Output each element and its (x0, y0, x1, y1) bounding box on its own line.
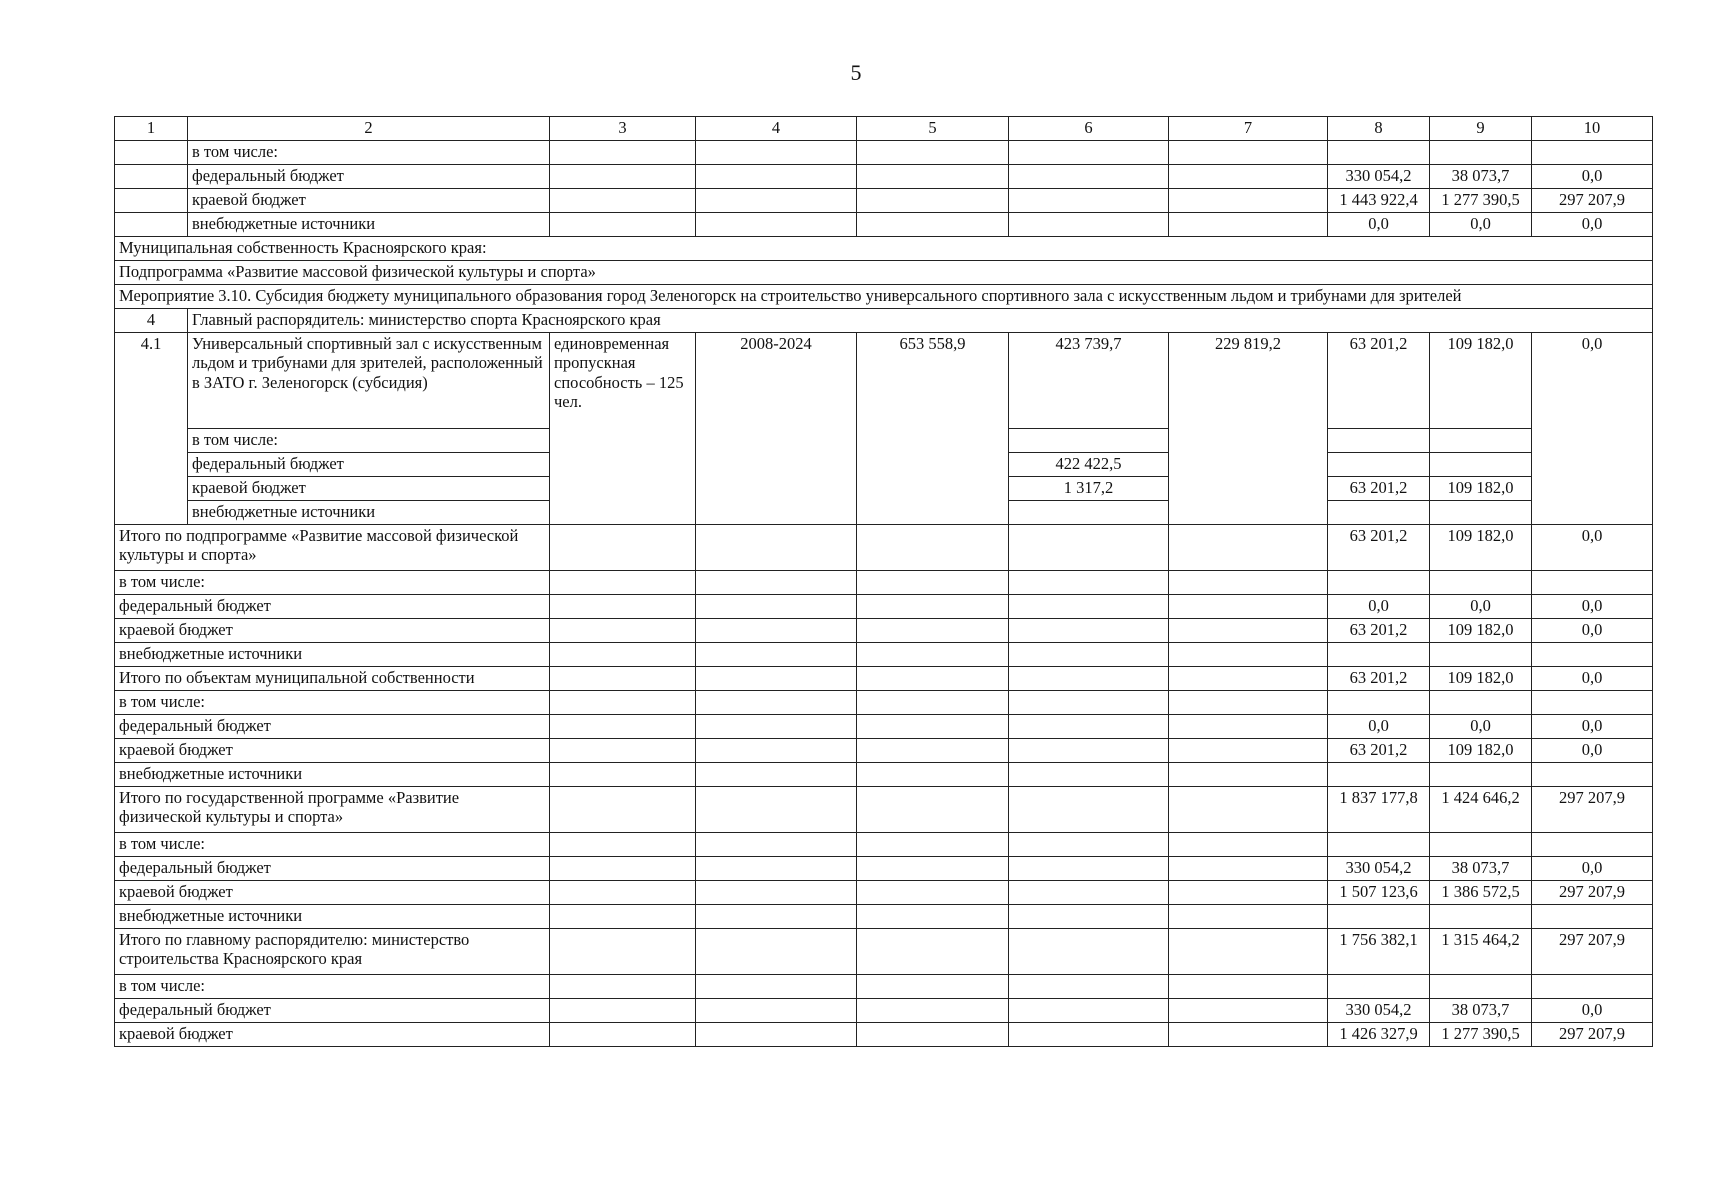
table-cell (1009, 691, 1169, 715)
object-period: 2008-2024 (696, 333, 857, 525)
table-cell: 109 182,0 (1430, 333, 1532, 429)
table-cell (696, 525, 857, 571)
table-cell (1328, 905, 1430, 929)
row-label: федеральный бюджет (115, 595, 550, 619)
table-cell (1430, 501, 1532, 525)
table-cell (857, 833, 1009, 857)
table-cell (550, 691, 696, 715)
table-cell (1009, 141, 1169, 165)
row-label: в том числе: (188, 429, 550, 453)
table-cell: 0,0 (1328, 715, 1430, 739)
budget-table (114, 116, 1653, 1047)
table-cell: 0,0 (1532, 595, 1653, 619)
table-cell (1532, 643, 1653, 667)
totals-row (115, 691, 1653, 715)
table-cell (550, 833, 696, 857)
totals-row (115, 643, 1653, 667)
table-cell (1532, 763, 1653, 787)
table-row (115, 213, 1653, 237)
table-cell: 0,0 (1532, 165, 1653, 189)
table-cell (1532, 141, 1653, 165)
row-label: краевой бюджет (115, 619, 550, 643)
table-cell (1169, 691, 1328, 715)
totals-row (115, 667, 1653, 691)
table-cell (1169, 213, 1328, 237)
table-cell (1009, 525, 1169, 571)
table-cell: 109 182,0 (1430, 619, 1532, 643)
table-cell (1009, 1023, 1169, 1047)
table-cell (1009, 975, 1169, 999)
column-header: 6 (1009, 117, 1169, 141)
column-header: 4 (696, 117, 857, 141)
table-cell (1169, 975, 1328, 999)
totals-row (115, 739, 1653, 763)
table-cell (857, 571, 1009, 595)
column-header: 2 (188, 117, 550, 141)
totals-row (115, 715, 1653, 739)
table-cell: 1 443 922,4 (1328, 189, 1430, 213)
totals-row (115, 787, 1653, 833)
table-body (115, 117, 1653, 1047)
table-cell: 1 315 464,2 (1430, 929, 1532, 975)
table-cell (550, 787, 696, 833)
table-cell (550, 619, 696, 643)
row-label: в том числе: (115, 691, 550, 715)
distributor-title: Главный распорядитель: министерство спорта Красноярского края (188, 309, 1653, 333)
table-cell (857, 975, 1009, 999)
row-label: в том числе: (188, 141, 550, 165)
table-cell (1532, 691, 1653, 715)
column-header: 10 (1532, 117, 1653, 141)
table-cell (1009, 189, 1169, 213)
row-label: Итого по объектам муниципальной собственности (115, 667, 550, 691)
row-label: краевой бюджет (115, 1023, 550, 1047)
column-header: 8 (1328, 117, 1430, 141)
table-cell (1169, 905, 1328, 929)
table-cell (1169, 189, 1328, 213)
row-label: внебюджетные источники (115, 643, 550, 667)
table-cell (1169, 929, 1328, 975)
table-cell (1169, 999, 1328, 1023)
section-row (115, 237, 1653, 261)
table-cell: 109 182,0 (1430, 739, 1532, 763)
table-cell (857, 525, 1009, 571)
table-cell (1169, 667, 1328, 691)
table-cell: 0,0 (1532, 999, 1653, 1023)
table-cell (1169, 595, 1328, 619)
row-label: краевой бюджет (188, 189, 550, 213)
table-cell: 1 317,2 (1009, 477, 1169, 501)
table-cell (1009, 833, 1169, 857)
object-cost: 653 558,9 (857, 333, 1009, 525)
row-label: федеральный бюджет (115, 715, 550, 739)
table-cell (696, 787, 857, 833)
table-row (115, 141, 1653, 165)
table-cell (1532, 571, 1653, 595)
table-cell (857, 165, 1009, 189)
table-cell (1328, 141, 1430, 165)
table-cell: 109 182,0 (1430, 525, 1532, 571)
table-cell (1009, 595, 1169, 619)
section-row (115, 261, 1653, 285)
column-header: 7 (1169, 117, 1328, 141)
table-cell: 1 277 390,5 (1430, 1023, 1532, 1047)
table-cell: 297 207,9 (1532, 189, 1653, 213)
table-cell (550, 739, 696, 763)
table-cell (1169, 881, 1328, 905)
table-cell (1009, 787, 1169, 833)
table-cell: 0,0 (1532, 715, 1653, 739)
table-cell (1009, 715, 1169, 739)
row-label: краевой бюджет (188, 477, 550, 501)
totals-row (115, 525, 1653, 571)
table-cell (696, 667, 857, 691)
table-cell (550, 213, 696, 237)
table-cell (696, 189, 857, 213)
table-cell: 109 182,0 (1430, 477, 1532, 501)
table-cell: 297 207,9 (1532, 929, 1653, 975)
measure-title: Мероприятие 3.10. Субсидия бюджету муниципального образования город Зеленогорск на строительство универсального спортивного зала с искусственным льдом и трибунами для зрителей (115, 285, 1653, 309)
table-cell (1169, 715, 1328, 739)
table-header-row (115, 117, 1653, 141)
table-cell: 0,0 (1430, 715, 1532, 739)
table-cell (1328, 429, 1430, 453)
table-cell: 63 201,2 (1328, 333, 1430, 429)
table-cell (1009, 429, 1169, 453)
table-cell (696, 905, 857, 929)
table-cell (550, 905, 696, 929)
table-cell: 0,0 (1328, 213, 1430, 237)
table-cell (696, 141, 857, 165)
table-cell (696, 571, 857, 595)
section-row (115, 285, 1653, 309)
table-cell (696, 691, 857, 715)
table-cell: 1 507 123,6 (1328, 881, 1430, 905)
row-label: в том числе: (115, 833, 550, 857)
table-cell (1009, 857, 1169, 881)
subprogram-title: Подпрограмма «Развитие массовой физической культуры и спорта» (115, 261, 1653, 285)
column-header: 1 (115, 117, 188, 141)
table-cell: 297 207,9 (1532, 881, 1653, 905)
table-cell (1169, 619, 1328, 643)
totals-row (115, 1023, 1653, 1047)
table-cell: 0,0 (1532, 857, 1653, 881)
table-cell (115, 165, 188, 189)
table-cell: 1 426 327,9 (1328, 1023, 1430, 1047)
table-cell (550, 643, 696, 667)
totals-row (115, 999, 1653, 1023)
table-cell (1009, 213, 1169, 237)
totals-row (115, 905, 1653, 929)
row-number: 4 (115, 309, 188, 333)
table-cell (115, 213, 188, 237)
table-cell: 63 201,2 (1328, 619, 1430, 643)
table-cell: 1 424 646,2 (1430, 787, 1532, 833)
row-label: внебюджетные источники (115, 763, 550, 787)
row-label: в том числе: (115, 975, 550, 999)
table-cell: 1 837 177,8 (1328, 787, 1430, 833)
totals-row (115, 763, 1653, 787)
object-capacity: единовременная пропускная способность – 125 чел. (550, 333, 696, 525)
table-cell (696, 643, 857, 667)
table-cell: 63 201,2 (1328, 525, 1430, 571)
table-cell (1169, 833, 1328, 857)
row-label: федеральный бюджет (188, 453, 550, 477)
table-cell (1009, 571, 1169, 595)
table-cell (1328, 501, 1430, 525)
table-cell (1169, 571, 1328, 595)
row-label: краевой бюджет (115, 881, 550, 905)
row-number: 4.1 (115, 333, 188, 525)
page-number: 5 (850, 60, 862, 85)
table-cell (1009, 739, 1169, 763)
table-cell (1169, 857, 1328, 881)
table-cell (696, 881, 857, 905)
table-cell: 109 182,0 (1430, 667, 1532, 691)
table-cell (550, 525, 696, 571)
table-cell (696, 619, 857, 643)
totals-row (115, 619, 1653, 643)
table-cell (550, 975, 696, 999)
totals-row (115, 571, 1653, 595)
table-cell (1009, 667, 1169, 691)
table-cell: 38 073,7 (1430, 999, 1532, 1023)
table-cell (550, 999, 696, 1023)
table-cell: 63 201,2 (1328, 667, 1430, 691)
table-cell (550, 595, 696, 619)
table-cell (1009, 619, 1169, 643)
table-cell (857, 857, 1009, 881)
table-cell: 297 207,9 (1532, 787, 1653, 833)
table-row (115, 189, 1653, 213)
table-cell (1532, 905, 1653, 929)
table-cell: 0,0 (1328, 595, 1430, 619)
table-cell (1430, 643, 1532, 667)
table-cell: 422 422,5 (1009, 453, 1169, 477)
table-cell (1009, 501, 1169, 525)
table-cell: 423 739,7 (1009, 333, 1169, 429)
row-label: федеральный бюджет (115, 857, 550, 881)
table-cell (857, 595, 1009, 619)
row-label: Итого по государственной программе «Развитие физической культуры и спорта» (115, 787, 550, 833)
table-cell: 63 201,2 (1328, 739, 1430, 763)
table-cell (1009, 643, 1169, 667)
object-row (115, 333, 1653, 429)
table-cell: 330 054,2 (1328, 165, 1430, 189)
table-cell (857, 619, 1009, 643)
table-cell (1430, 141, 1532, 165)
table-cell: 0,0 (1430, 213, 1532, 237)
table-cell: 1 756 382,1 (1328, 929, 1430, 975)
row-label: внебюджетные источники (115, 905, 550, 929)
table-cell (696, 715, 857, 739)
object-name: Универсальный спортивный зал с искусственным льдом и трибунами для зрителей, расположенный в ЗАТО г. Зеленогорск (субсидия) (188, 333, 550, 429)
row-label: внебюджетные источники (188, 501, 550, 525)
table-cell (1328, 691, 1430, 715)
table-cell (1169, 787, 1328, 833)
table-cell (696, 833, 857, 857)
table-cell (550, 929, 696, 975)
table-cell (1328, 453, 1430, 477)
table-cell (857, 1023, 1009, 1047)
table-cell (1430, 571, 1532, 595)
table-cell (1009, 929, 1169, 975)
table-cell (857, 715, 1009, 739)
table-cell: 38 073,7 (1430, 165, 1532, 189)
table-cell (857, 929, 1009, 975)
table-cell (1430, 763, 1532, 787)
table-cell (1532, 833, 1653, 857)
totals-row (115, 929, 1653, 975)
table-cell (857, 739, 1009, 763)
row-label: краевой бюджет (115, 739, 550, 763)
table-cell (1430, 691, 1532, 715)
table-cell: 0,0 (1430, 595, 1532, 619)
table-cell (1169, 763, 1328, 787)
table-cell: 0,0 (1532, 619, 1653, 643)
column-header: 9 (1430, 117, 1532, 141)
totals-row (115, 881, 1653, 905)
table-cell: 0,0 (1532, 213, 1653, 237)
table-cell: 63 201,2 (1328, 477, 1430, 501)
column-header: 5 (857, 117, 1009, 141)
table-cell (696, 739, 857, 763)
column-header: 3 (550, 117, 696, 141)
table-cell (1009, 165, 1169, 189)
table-cell: 1 386 572,5 (1430, 881, 1532, 905)
table-cell (696, 165, 857, 189)
table-row (115, 165, 1653, 189)
table-cell (696, 857, 857, 881)
row-label: федеральный бюджет (188, 165, 550, 189)
table-cell (1532, 975, 1653, 999)
table-cell (696, 763, 857, 787)
table-cell (1169, 165, 1328, 189)
table-cell (857, 787, 1009, 833)
table-cell: 38 073,7 (1430, 857, 1532, 881)
table-cell (696, 595, 857, 619)
table-cell (1169, 525, 1328, 571)
table-cell (696, 999, 857, 1023)
totals-row (115, 857, 1653, 881)
row-label: в том числе: (115, 571, 550, 595)
table-cell (1430, 975, 1532, 999)
totals-row (115, 833, 1653, 857)
table-cell (857, 763, 1009, 787)
table-cell: 229 819,2 (1169, 333, 1328, 525)
table-cell (696, 1023, 857, 1047)
section-title: Муниципальная собственность Красноярского края: (115, 237, 1653, 261)
table-cell (550, 715, 696, 739)
table-cell: 330 054,2 (1328, 999, 1430, 1023)
table-cell (857, 999, 1009, 1023)
table-cell (1169, 1023, 1328, 1047)
table-cell (1328, 571, 1430, 595)
table-cell (550, 571, 696, 595)
table-cell (696, 929, 857, 975)
table-cell (550, 881, 696, 905)
table-cell: 0,0 (1532, 667, 1653, 691)
table-cell (857, 667, 1009, 691)
table-cell (857, 141, 1009, 165)
table-cell (857, 691, 1009, 715)
table-cell (857, 213, 1009, 237)
table-cell: 0,0 (1532, 739, 1653, 763)
table-cell (1009, 999, 1169, 1023)
table-cell (857, 905, 1009, 929)
table-cell: 1 277 390,5 (1430, 189, 1532, 213)
table-cell (550, 141, 696, 165)
table-cell (1009, 763, 1169, 787)
table-cell (696, 975, 857, 999)
table-cell (857, 189, 1009, 213)
table-cell (1430, 905, 1532, 929)
table-cell (857, 881, 1009, 905)
table-cell (550, 763, 696, 787)
table-cell (1009, 905, 1169, 929)
table-cell (550, 1023, 696, 1047)
row-label: Итого по главному распорядителю: министерство строительства Красноярского края (115, 929, 550, 975)
table-cell (857, 643, 1009, 667)
table-cell: 330 054,2 (1328, 857, 1430, 881)
table-cell (550, 857, 696, 881)
table-cell (1169, 739, 1328, 763)
row-label: внебюджетные источники (188, 213, 550, 237)
table-cell (1328, 833, 1430, 857)
table-cell (1430, 429, 1532, 453)
row-label: федеральный бюджет (115, 999, 550, 1023)
table-cell (1430, 453, 1532, 477)
table-cell (550, 189, 696, 213)
table-cell: 297 207,9 (1532, 1023, 1653, 1047)
row-label: Итого по подпрограмме «Развитие массовой физической культуры и спорта» (115, 525, 550, 571)
table-cell (696, 213, 857, 237)
table-cell (1328, 763, 1430, 787)
table-cell (115, 189, 188, 213)
table-cell: 0,0 (1532, 333, 1653, 525)
table-cell (1430, 833, 1532, 857)
table-cell (1328, 975, 1430, 999)
table-cell (1169, 141, 1328, 165)
table-cell (550, 667, 696, 691)
table-cell: 0,0 (1532, 525, 1653, 571)
table-cell (1169, 643, 1328, 667)
table-cell (1328, 643, 1430, 667)
table-cell (1009, 881, 1169, 905)
table-cell (550, 165, 696, 189)
distributor-row (115, 309, 1653, 333)
totals-row (115, 975, 1653, 999)
table-cell (115, 141, 188, 165)
totals-row (115, 595, 1653, 619)
